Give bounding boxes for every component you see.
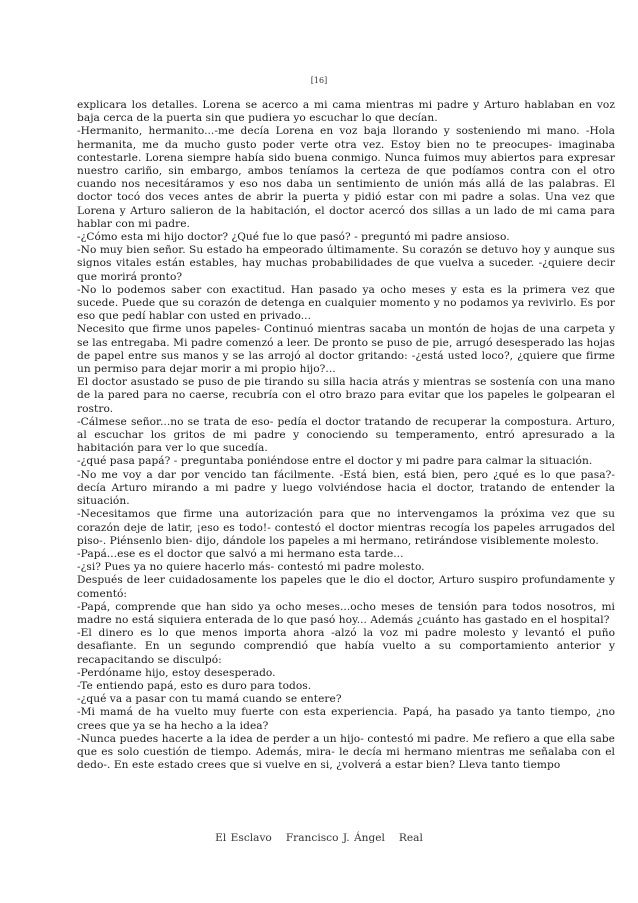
paragraph: -No muy bien señor. Su estado ha empeorado últimamente. Su corazón se detuvo hoy y aunque sus signos vitales están estables, hay muchas probabilidades de que vuelva a suceder. -¿quiere decir que morirá pronto? xyxy=(77,244,615,283)
paragraph: Necesito que firme unos papeles- Continuó mientras sacaba un montón de hojas de una carpeta y se las entregaba. Mi padre comenzó a leer. De pronto se puso de pie, arrugó desesperado las hojas de papel entre sus manos y se las arrojó al doctor gritando: -¿está usted loco?, ¿quiere que firme un permiso para dejar morir a mi propio hijo?... xyxy=(77,323,615,376)
paragraph: -Te entiendo papá, esto es duro para todos. xyxy=(77,679,312,692)
paragraph: -Necesitamos que firme una autorización para que no intervengamos la próxima vez que su corazón deje de latir, ¡eso es todo!- contestó el doctor mientras recogía los papeles arrugados del piso-. Piénsenlo bien- dijo, dándole los papeles a mi hermano, retirándose visiblemente molesto. xyxy=(77,508,615,547)
paragraph: -¿si? Pues ya no quiere hacerlo más- contestó mi padre molesto. xyxy=(77,561,425,574)
body-text xyxy=(77,99,615,772)
paragraph: -Papá...ese es el doctor que salvó a mi hermano esta tarde... xyxy=(77,547,404,560)
paragraph: explicara los detalles. Lorena se acerco a mi cama mientras mi padre y Arturo hablaban en voz baja cerca de la puerta sin que pudiera yo escuchar lo que decían. xyxy=(77,99,615,125)
paragraph: -No lo podemos saber con exactitud. Han pasado ya ocho meses y esta es la primera vez que sucede. Puede que su corazón de detenga en cualquier momento y no podamos ya revivirlo. Es por eso que pedí hablar con usted en privado... xyxy=(77,283,615,323)
paragraph: -Nunca puedes hacerte a la idea de perder a un hijo- contestó mi padre. Me refiero a que ella sabe que es solo cuestión de tiempo. Además, mira- le decía mi hermano mientras me señalaba con el dedo-. En este estado crees que si vuelve en si, ¿volverá a estar bien? Lleva tanto tiempo xyxy=(77,732,615,772)
paragraph: -El dinero es lo que menos importa ahora -alzó la voz mi padre molesto y levantó el puño desafiante. En un segundo comprendió que había vuelto a su comportamiento anterior y recapacitando se disculpó: xyxy=(77,627,615,666)
paragraph: -Hermanito, hermanito...-me decía Lorena en voz baja llorando y sosteniendo mi mano. -Hola hermanita, me da mucho gusto poder verte otra vez. Estoy bien no te preocupes- imaginaba contestarle. Lorena siempre había sido buena conmigo. Nunca fuimos muy abiertos para expresar nuestro cariño, sin embargo, ambos teníamos la certeza de que podíamos contra con el otro cuando nos necesitáramos y eso nos daba un sentimiento de unión más allá de las palabras. El doctor tocó dos veces antes de abrir la puerta y pidió estar con mi padre a solas. Una vez que Lorena y Arturo salieron de la habitación, el doctor acercó dos sillas a un lado de mi cama para hablar con mi padre. xyxy=(77,125,615,230)
paragraph: -Papá, comprende que han sido ya ocho meses...ocho meses de tensión para todos nosotros, mi madre no está siquiera enterada de lo que pasó hoy... Además ¿cuánto has gastado en el hospital? xyxy=(77,600,615,626)
footer-tag: Real xyxy=(398,832,423,844)
paragraph: -¿Cómo esta mi hijo doctor? ¿Qué fue lo que pasó? - preguntó mi padre ansioso. xyxy=(77,231,510,244)
paragraph: -¿qué va a pasar con tu mamá cuando se entere? xyxy=(77,693,342,706)
paragraph: -¿qué pasa papá? - preguntaba poniéndose entre el doctor y mi padre para calmar la situación. xyxy=(77,455,593,468)
page-footer xyxy=(0,832,638,844)
footer-author: Francisco J. Ángel xyxy=(285,832,385,844)
paragraph: Después de leer cuidadosamente los papeles que le dio el doctor, Arturo suspiro profundamente y comentó: xyxy=(77,574,615,600)
footer-title: El Esclavo xyxy=(215,832,272,844)
paragraph: -Cálmese señor...no se trata de eso- pedía el doctor tratando de recuperar la compostura. Arturo, al escuchar los gritos de mi padre y conociendo su temperamento, entró apresurado a la habitación para ver lo que sucedía. xyxy=(77,415,615,455)
page-number: [16] xyxy=(310,76,328,85)
paragraph: -Perdóname hijo, estoy desesperado. xyxy=(77,666,276,679)
paragraph: -No me voy a dar por vencido tan fácilmente. -Está bien, está bien, pero ¿qué es lo que pasa?- decía Arturo mirando a mi padre y luego volviéndose hacia el doctor, tratando de entender la situación. xyxy=(77,468,615,508)
paragraph: -Mi mamá de ha vuelto muy fuerte con esta experiencia. Papá, ha pasado ya tanto tiempo, ¿no crees que ya se ha hecho a la idea? xyxy=(77,706,615,732)
paragraph: El doctor asustado se puso de pie tirando su silla hacia atrás y mientras se sostenía con una mano de la pared para no caerse, recubría con el otro brazo para evitar que los papeles le golpearan el rostro. xyxy=(77,376,615,415)
